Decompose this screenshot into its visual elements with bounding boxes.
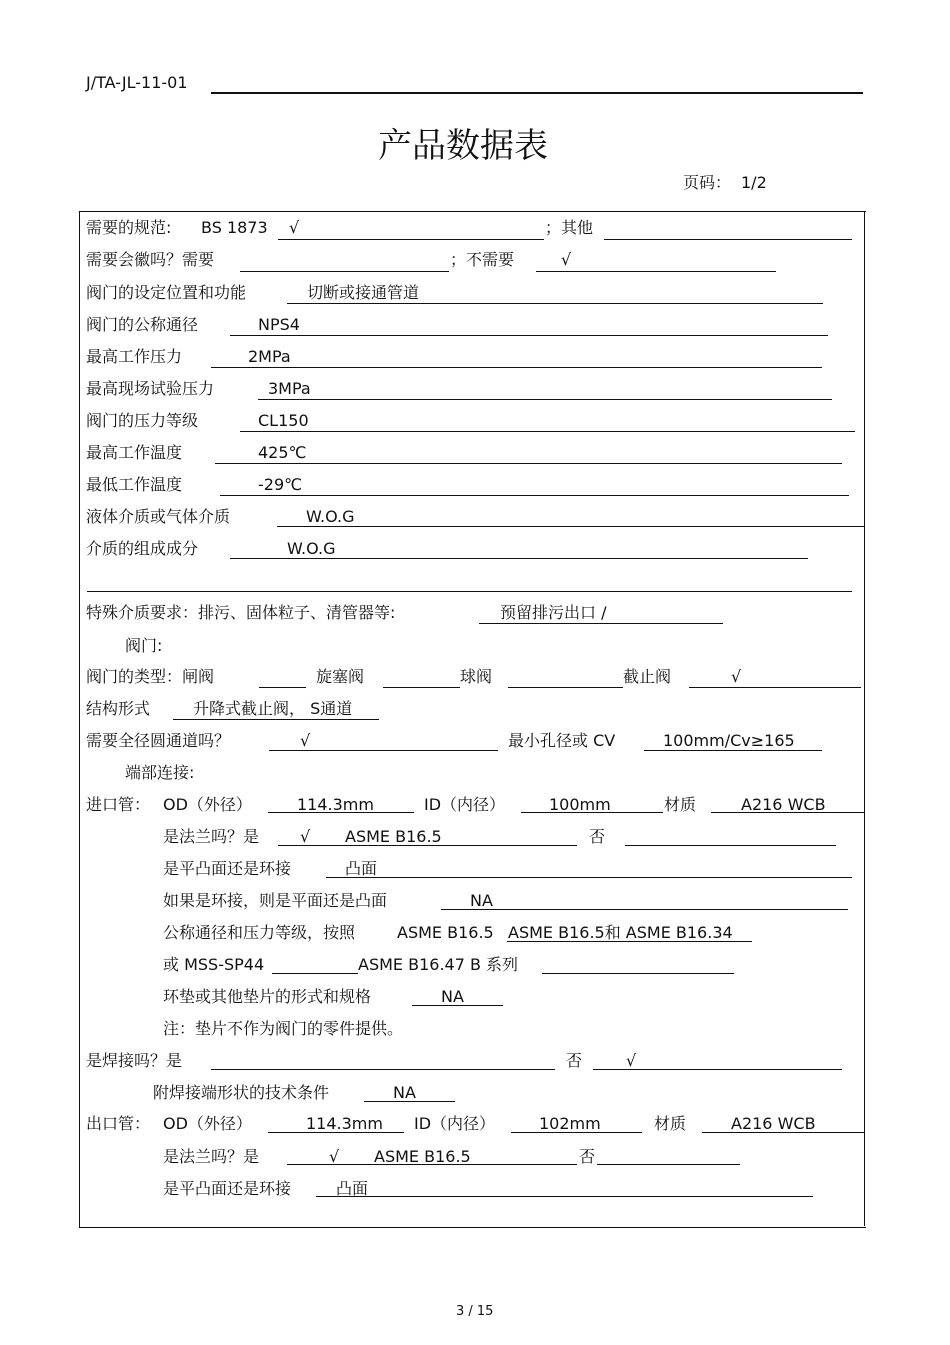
outlet-id: 102mm bbox=[539, 1114, 601, 1133]
type-globe: 截止阀 bbox=[623, 667, 672, 686]
fullbore-label: 需要全径圆通道吗？ bbox=[86, 731, 231, 750]
page-number: 3 / 15 bbox=[456, 1304, 494, 1319]
outlet-od: 114.3mm bbox=[306, 1114, 383, 1133]
doc-code: J/TA-JL-11-01 bbox=[86, 73, 188, 92]
inlet-id-label: ID（内径） bbox=[424, 795, 506, 814]
weld-check: √ bbox=[626, 1051, 637, 1070]
inlet-label: 进口管： bbox=[86, 795, 151, 814]
test-press-value: 3MPa bbox=[268, 379, 311, 398]
face-value: 凸面 bbox=[345, 859, 378, 878]
gasket-value: NA bbox=[441, 987, 464, 1006]
header-rule bbox=[211, 92, 863, 94]
blank-line bbox=[87, 591, 852, 592]
mss-label: 或 MSS-SP44 bbox=[163, 955, 265, 974]
weld-spec-label: 附焊接端形状的技术条件 bbox=[153, 1083, 330, 1102]
ring-label: 如果是环接，则是平面还是凸面 bbox=[163, 891, 388, 910]
page-title: 产品数据表 bbox=[378, 126, 548, 166]
nominal-value: NPS4 bbox=[258, 315, 300, 334]
class-std-2: ASME B16.5和 ASME B16.34 bbox=[508, 923, 733, 942]
emblem-label: 需要会徽吗？需要 bbox=[86, 250, 215, 269]
special-label: 特殊介质要求：排污、固体粒子、清管器等: bbox=[86, 603, 396, 622]
type-label: 阀门的类型：闸阀 bbox=[86, 667, 215, 686]
emblem-not-label: ；不需要 bbox=[450, 250, 515, 269]
ends-label: 端部连接: bbox=[125, 763, 195, 782]
out-face-value: 凸面 bbox=[336, 1179, 369, 1198]
fullbore-check: √ bbox=[300, 731, 311, 750]
page-value: 1/2 bbox=[741, 173, 767, 192]
outlet-mat-label: 材质 bbox=[654, 1114, 687, 1133]
special-value: 预留排污出口 / bbox=[500, 603, 607, 622]
outlet-od-label: OD（外径） bbox=[163, 1114, 252, 1133]
spec-label: 需要的规范: bbox=[86, 218, 172, 237]
outlet-id-label: ID（内径） bbox=[414, 1114, 496, 1133]
position-label: 阀门的设定位置和功能 bbox=[86, 283, 247, 302]
position-value: 切断或接通管道 bbox=[307, 283, 420, 302]
weld-spec-value: NA bbox=[393, 1083, 416, 1102]
flange-check: √ bbox=[300, 827, 311, 846]
mss-value: ASME B16.47 B 系列 bbox=[358, 955, 519, 974]
minbore-value: 100mm/Cv≥165 bbox=[663, 731, 795, 750]
emblem-check: √ bbox=[561, 250, 572, 269]
class-std-label: 公称通径和压力等级，按照 bbox=[163, 923, 356, 942]
medium-label: 液体介质或气体介质 bbox=[86, 507, 231, 526]
type-plug: 旋塞阀 bbox=[316, 667, 365, 686]
gasket-label: 环垫或其他垫片的形式和规格 bbox=[163, 987, 372, 1006]
flange-label: 是法兰吗？是 bbox=[163, 827, 260, 846]
spec-value: BS 1873 bbox=[201, 218, 268, 237]
max-temp-value: 425℃ bbox=[258, 443, 307, 462]
inlet-mat-label: 材质 bbox=[664, 795, 697, 814]
out-flange-label: 是法兰吗？是 bbox=[163, 1147, 260, 1166]
valve-label: 阀门: bbox=[125, 636, 163, 655]
out-flange-no-label: 否 bbox=[579, 1147, 596, 1166]
outlet-mat: A216 WCB bbox=[731, 1114, 816, 1133]
max-press-value: 2MPa bbox=[248, 347, 291, 366]
outlet-label: 出口管： bbox=[86, 1114, 151, 1133]
face-label: 是平凸面还是环接 bbox=[163, 859, 292, 878]
spec-other-label: ；其他 bbox=[545, 218, 594, 237]
medium-value: W.O.G bbox=[306, 507, 355, 526]
type-ball: 球阀 bbox=[460, 667, 493, 686]
min-temp-label: 最低工作温度 bbox=[86, 475, 183, 494]
form-frame-right bbox=[864, 211, 865, 1226]
inlet-mat: A216 WCB bbox=[741, 795, 826, 814]
ring-value: NA bbox=[470, 891, 493, 910]
max-temp-label: 最高工作温度 bbox=[86, 443, 183, 462]
class-value: CL150 bbox=[258, 411, 309, 430]
flange-no-label: 否 bbox=[589, 827, 606, 846]
out-face-label: 是平凸面还是环接 bbox=[163, 1179, 292, 1198]
test-press-label: 最高现场试验压力 bbox=[86, 379, 215, 398]
spec-check: √ bbox=[289, 218, 300, 237]
inlet-od: 114.3mm bbox=[297, 795, 374, 814]
inlet-id: 100mm bbox=[549, 795, 611, 814]
gasket-note: 注：垫片不作为阀门的零件提供。 bbox=[163, 1019, 404, 1038]
type-check: √ bbox=[731, 667, 742, 686]
weld-label: 是焊接吗？是 bbox=[86, 1051, 183, 1070]
min-temp-value: -29℃ bbox=[258, 475, 303, 494]
struct-label: 结构形式 bbox=[86, 699, 151, 718]
page-label: 页码： bbox=[683, 173, 732, 192]
weld-no-label: 否 bbox=[566, 1051, 583, 1070]
class-std-1: ASME B16.5 bbox=[397, 923, 494, 942]
flange-std: ASME B16.5 bbox=[345, 827, 442, 846]
class-label: 阀门的压力等级 bbox=[86, 411, 199, 430]
out-flange-check: √ bbox=[329, 1147, 340, 1166]
comp-label: 介质的组成成分 bbox=[86, 539, 199, 558]
out-flange-std: ASME B16.5 bbox=[374, 1147, 471, 1166]
max-press-label: 最高工作压力 bbox=[86, 347, 183, 366]
nominal-label: 阀门的公称通径 bbox=[86, 315, 199, 334]
inlet-od-label: OD（外径） bbox=[163, 795, 252, 814]
minbore-label: 最小孔径或 CV bbox=[508, 731, 616, 750]
comp-value: W.O.G bbox=[287, 539, 336, 558]
struct-value: 升降式截止阀， S通道 bbox=[193, 699, 353, 718]
